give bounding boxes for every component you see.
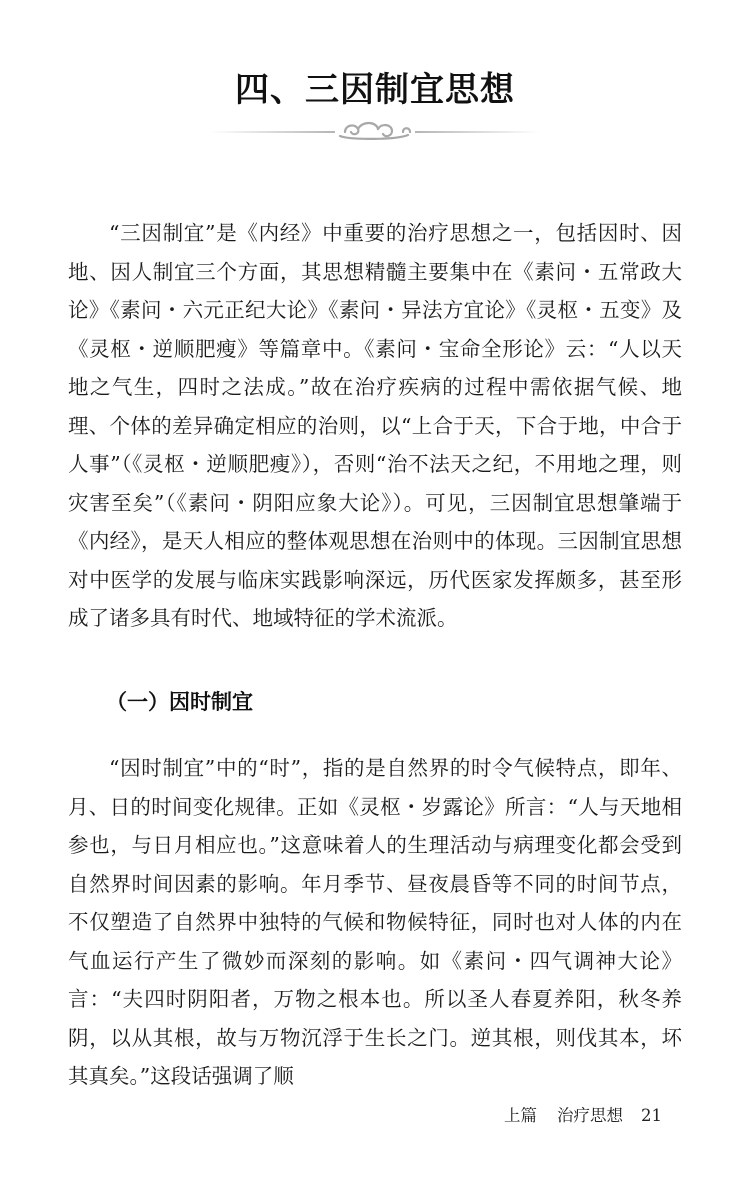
chapter-title: 四、三因制宜思想 [235, 70, 515, 110]
page-number: 21 [641, 1106, 662, 1125]
paragraph-intro: “三因制宜”是《内经》中重要的治疗思想之一，包括因时、因地、因人制宜三个方面，其思想精髓主要集中在《素问・五常政大论》《素问・六元正纪大论》《素问・异法方宜论》《灵枢・五变》及《灵枢・逆顺肥瘦》等篇章中。《素问・宝命全形论》云：“人以天地之气生，四时之法成。”故在治疗疾病的过程中需依据气候、地理、个体的差异确定相应的治则，以“上合于天，下合于地，中合于人事”（《灵枢・逆顺肥瘦》），否则“治不法天之纪，不用地之理，则灾害至矣”（《素问・阴阳应象大论》）。可见，三因制宜思想肇端于《内经》，是天人相应的整体观思想在治则中的体现。三因制宜思想对中医学的发展与临床实践影响深远，历代医家发挥颇多，甚至形成了诸多具有时代、地域特征的学术流派。 [68, 221, 682, 630]
section-heading: （一）因时制宜 [106, 690, 253, 714]
cloud-ornament-icon [0, 118, 750, 146]
footer-part: 上篇 [504, 1106, 537, 1125]
paragraph-timing: “因时制宜”中的“时”，指的是自然界的时令气候特点，即年、月、日的时间变化规律。正如《灵枢・岁露论》所言：“人与天地相参也，与日月相应也。”这意味着人的生理活动与病理变化都会受到自然界时间因素的影响。年月季节、昼夜晨昏等不同的时间节点，不仅塑造了自然界中独特的气候和物候特征，同时也对人体的内在气血运行产生了微妙而深刻的影响。如《素问・四气调神大论》言：“夫四时阴阳者，万物之根本也。所以圣人春夏养阳，秋冬养阴，以从其根，故与万物沉浮于生长之门。逆其根，则伐其本，坏其真矣。”这段话强调了顺 [68, 756, 682, 1088]
page-footer [504, 1102, 662, 1126]
footer-chapter: 治疗思想 [557, 1106, 623, 1125]
